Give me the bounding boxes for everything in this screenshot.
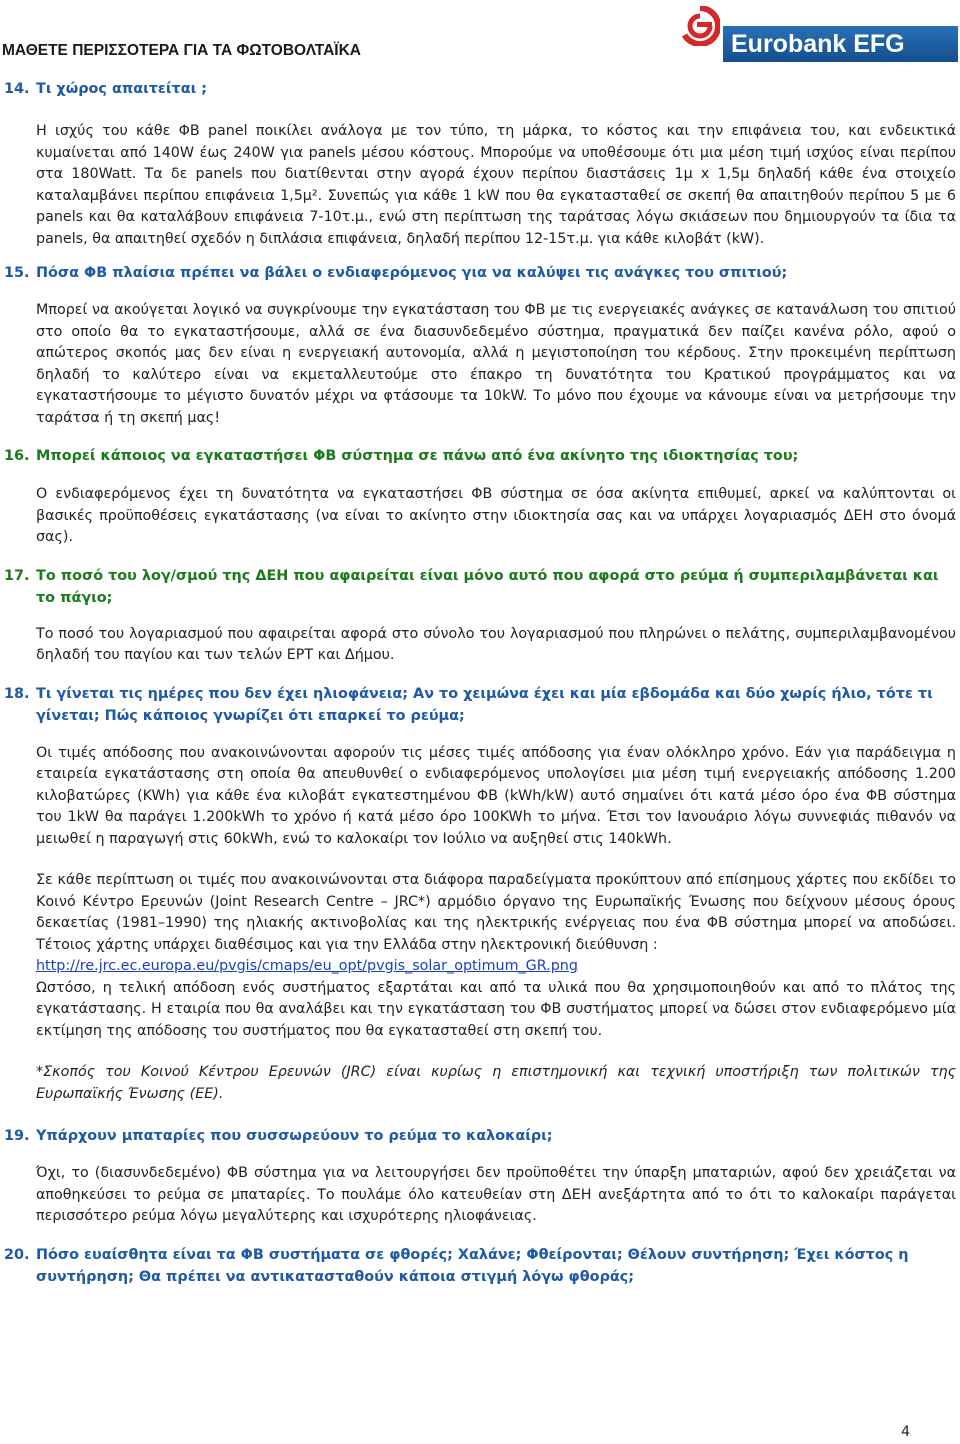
section-15 [4, 262, 956, 429]
paragraph: Το ποσό του λογαριασμού που αφαιρείται αφορά στο σύνολο του λογαριασμού που πληρώνει ο πελάτης, συμπεριλαμβανομένου δηλαδή του παγίου και των τελών ΕΡΤ και Δήμου. [36, 625, 956, 663]
paragraph: Οι τιμές απόδοσης που ανακοινώνονται αφορούν τις μέσες τιμές απόδοσης για έναν ολόκληρο χρόνο. Εάν για παράδειγμα η εταιρεία εγκατάστασης στη οποία θα απευθυνθεί ο ενδιαφερόμενος υπολογίσει μια μέση τιμή ενεργειακής απόδοσης 1.200 κιλοβατώρες (KWh) για κάθε ένα κιλοβάτ εγκατεστημένου ΦΒ (kWh/kW) αυτό σημαίνει ότι κατά μέσο όρο ένα ΦΒ σύστημα του 1kW θα παράγει 1.200kWh το χρόνο ή κατά μέσο όρο 100KWh το μήνα. Έτσι τον Ιανουάριο λόγω συννεφιάς πιθανόν να μειωθεί η παραγωγή στις 60kWh, ενώ το καλοκαίρι τον Ιούλιο να αυξηθεί στις 140kWh. [36, 744, 956, 847]
logo-text: Eurobank EFG [723, 26, 958, 62]
paragraph: Σε κάθε περίπτωση οι τιμές που ανακοινώνονται στα διάφορα παραδείγματα προκύπτουν από επίσημους χάρτες που εκδίδει το Κοινό Κέντρο Ερευνών (Joint Research Centre – JRC*) αρμόδιο όργανο της Ευρωπαϊκής Ένωσης που δείχνουν μέσους όρους δεκαετίας (1981–1990) της ηλιακής ακτινοβολίας και της ηλεκτρικής ενέργειας που ένα ΦΒ σύστημα μπορεί να αποδώσει. Τέτοιος χάρτης υπάρχει διαθέσιμος και για την Ελλάδα στην ηλεκτρονική διεύθυνση : [36, 872, 956, 953]
eurobank-logo-icon [680, 6, 720, 46]
section-19 [4, 1125, 956, 1228]
paragraph-text: Στην προκειμένη περίπτωση δηλαδή το καλύτερο είναι να εκμεταλλευτούμε στο έπακρο τη δυνατότητα του Κρατικού προγράμματος και να εγκαταστήσουμε το μέγιστο δυνατόν μέχρι να φτάσουμε τα 10kW. Το μόνο που έχουμε να κάνουμε είναι να μετρήσουμε την ταράτσα ή τη σκεπή μας! [36, 345, 956, 426]
section-heading [4, 565, 956, 609]
document-body [4, 72, 957, 1288]
heading-text: Τι χώρος απαιτείται ; [36, 81, 207, 97]
section-heading [4, 683, 956, 727]
section-16 [4, 445, 956, 549]
paragraph [36, 300, 956, 429]
footnote: *Σκοπός του Κοινού Κέντρου Ερευνών (JRC) είναι κυρίως η επιστημονική και τεχνική υποστήριξη των πολιτικών της Ευρωπαϊκής Ένωσης (ΕΕ). [36, 1064, 956, 1102]
section-number: 18. [4, 685, 30, 702]
section-14 [4, 78, 957, 250]
section-number: 20. [4, 1246, 30, 1263]
heading-text: Πόσα ΦΒ πλαίσια πρέπει να βάλει ο ενδιαφερόμενος για να καλύψει τις ανάγκες του σπιτιού; [36, 265, 788, 281]
paragraph-text: Μπορεί να ακούγεται λογικό να συγκρίνουμε την εγκατάσταση του ΦΒ με τις ενεργειακές ανάγκες σε κατανάλωση του σπιτιού στο οποίο θα το εγκαταστήσουμε, αλλά σε ένα διασυνδεδεμένο σύστημα, πραγματικά δεν παίζει κανένα ρόλο, αφού ο απώτερος σκοπός μας δεν είναι η ενεργειακή αυτονομία, αλλά η μεγιστοποίηση του κέρδους. [36, 302, 956, 361]
pvgis-map-link[interactable]: http://re.jrc.ec.europa.eu/pvgis/cmaps/eu_opt/pvgis_solar_optimum_GR.png [36, 958, 578, 974]
section-18 [4, 683, 956, 1106]
paragraph: Ο ενδιαφερόμενος έχει τη δυνατότητα να εγκαταστήσει ΦΒ σύστημα σε όσα ακίνητα επιθυμεί, αρκεί να καλύπτονται οι βασικές προϋποθέσεις εγκατάστασης (να είναι το ακίνητο στην ιδιοκτησία σας και να υπάρχει λογαριασμός ΔΕΗ στο όνομά σας). [36, 486, 956, 545]
section-heading [4, 1125, 956, 1147]
paragraph: Ωστόσο, η τελική απόδοση ενός συστήματος εξαρτάται και από τα υλικά που θα χρησιμοποιηθούν και από το πλάτος της εγκατάστασης. Η εταιρία που θα αναλάβει και την εγκατάσταση του ΦΒ συστήματος μπορεί να δώσει στον ενδιαφερόμενο μία εκτίμηση της απόδοσης του συστήματος που θα εγκατασταθεί στη σκεπή του. [36, 979, 956, 1039]
header-title: ΜΑΘΕΤΕ ΠΕΡΙΣΣΟΤΕΡΑ ΓΙΑ ΤΑ ΦΩΤΟΒΟΛΤΑΪΚΑ [2, 42, 361, 59]
paragraph-text: Συνεπώς για κάθε 1 kW που θα εγκατασταθεί σε σκεπή θα απαιτηθούν περίπου 5 με 6 panels και θα καταλάβουν επιφάνεια 7-10τ.μ., ενώ στη περίπτωση της ταράτσας λόγω σκιάσεων που δημιουργούν τα ίδια τα panels, θα απαιτηθεί σχεδόν η διπλάσια επιφάνεια, δηλαδή περίπου 12-15τ.μ. για κάθε κιλοβάτ (kW). [36, 187, 957, 247]
heading-text: Μπορεί κάποιος να εγκαταστήσει ΦΒ σύστημα σε πάνω από ένα ακίνητο της ιδιοκτησίας του; [36, 448, 799, 464]
section-heading [4, 78, 956, 100]
link-paragraph [36, 956, 956, 978]
heading-text: Υπάρχουν μπαταρίες που συσσωρεύουν το ρεύμα το καλοκαίρι; [36, 1128, 553, 1144]
eurobank-logo [678, 6, 960, 64]
section-number: 17. [4, 567, 30, 584]
paragraph-text: Η ισχύς του κάθε ΦΒ panel ποικίλει ανάλογα με τον τύπο, τη μάρκα, το κόστος και την επιφάνεια του, και ενδεικτικά κυμαίνεται από 140W έως 240W για panels μέσου κόστους. Μπορούμε να υποθέσουμε ότι μια μέση τιμή ισχύος είναι περίπου στα 180Watt. Τα δε panels που διατίθενται στην αγορά έχουν περίπου διαστάσεις 1μ x 1,5μ δηλαδή κάθε ένα στοιχείο καταλαμβάνει περίπου επιφάνεια 1,5μ². [36, 123, 956, 204]
section-heading [4, 262, 956, 284]
paragraph: Όχι, το (διασυνδεδεμένο) ΦΒ σύστημα για να λειτουργήσει δεν προϋποθέτει την ύπαρξη μπαταριών, αφού δεν χρειάζεται να αποθηκεύσει το ρεύμα σε μπαταρίες. Το πουλάμε όλο κατευθείαν στη ΔΕΗ ανεξάρτητα από το ότι το καλοκαίρι παράγεται περισσότερο ρεύμα λόγω μεγαλύτερης και ισχυρότερης ηλιοφάνειας. [36, 1165, 956, 1224]
section-20 [4, 1244, 956, 1288]
section-number: 15. [4, 265, 30, 281]
section-number: 19. [4, 1128, 30, 1144]
heading-text: Πόσο ευαίσθητα είναι τα ΦΒ συστήματα σε φθορές; Χαλάνε; Φθείρονται; Θέλουν συντήρηση; Έχει κόστος η συντήρηση; Θα πρέπει να αντικατασταθούν κάποια στιγμή λόγω φθοράς; [36, 1246, 909, 1285]
heading-text: Το ποσό του λογ/σμού της ΔΕΗ που αφαιρείται είναι μόνο αυτό που αφορά στο ρεύμα ή συμπεριλαμβάνεται και το πάγιο; [36, 567, 939, 606]
section-number: 14. [4, 81, 30, 97]
section-heading [4, 445, 956, 467]
page-number: 4 [901, 1424, 910, 1440]
section-heading [4, 1244, 956, 1288]
section-number: 16. [4, 448, 30, 464]
page-header [0, 0, 960, 82]
paragraph [36, 121, 956, 250]
heading-text: Τι γίνεται τις ημέρες που δεν έχει ηλιοφάνεια; Αν το χειμώνα έχει και μία εβδομάδα και δύο χωρίς ήλιο, τότε τι γίνεται; Πώς κάποιος γνωρίζει ότι επαρκεί το ρεύμα; [36, 685, 933, 724]
section-17 [4, 565, 956, 667]
